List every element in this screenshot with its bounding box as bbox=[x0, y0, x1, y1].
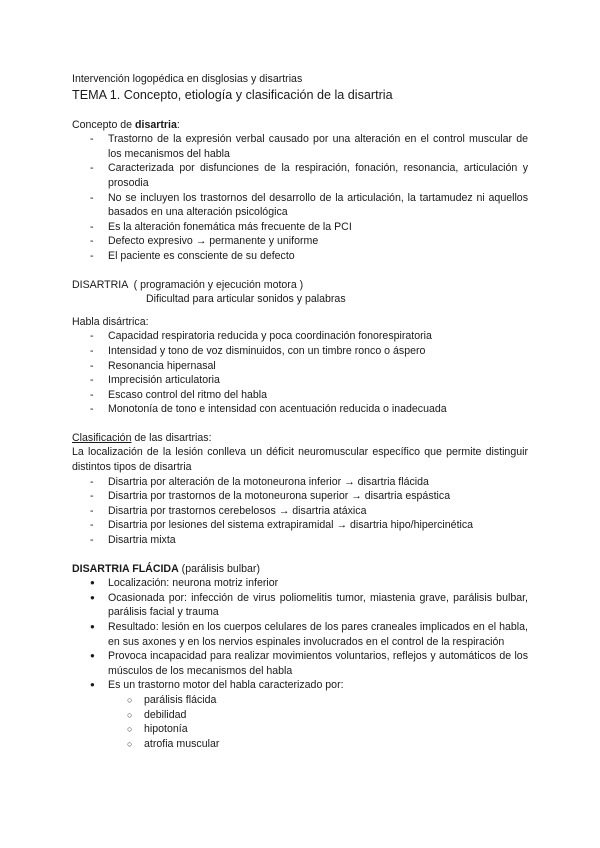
list-item: - Disartria por trastornos cerebelosos → disartria atáxica bbox=[72, 504, 528, 519]
document-subtitle: Intervención logopédica en disglosias y disartrias bbox=[72, 73, 303, 85]
clasificacion-heading bbox=[72, 431, 528, 446]
clasificacion-intro: La localización de la lesión conlleva un déficit neuromuscular específico que permite distinguir distintos tipos de disartria bbox=[72, 446, 528, 474]
concepto-heading bbox=[72, 118, 528, 133]
list-item: - Defecto expresivo → permanente y uniforme bbox=[72, 234, 528, 249]
list-item: - No se incluyen los trastornos del desarrollo de la articulación, la tartamudez ni aquellos basados en una alteración psicológica bbox=[72, 191, 528, 220]
clasificacion-heading-rest: de las disartrias: bbox=[131, 431, 212, 444]
list-item: - Imprecisión articulatoria bbox=[72, 373, 528, 388]
flacida-sublist bbox=[72, 693, 528, 751]
list-item: - Disartria mixta bbox=[72, 533, 528, 548]
flacida-heading-bold: DISARTRIA FLÁCIDA bbox=[72, 562, 179, 575]
sub-list-item: ○ atrofia muscular bbox=[72, 737, 528, 752]
sub-list-item: ○ debilidad bbox=[72, 708, 528, 723]
disartria-definition-line1: DISARTRIA ( programación y ejecución motora ) bbox=[72, 278, 304, 291]
list-item: - Resonancia hipernasal bbox=[72, 359, 528, 374]
list-item: - Disartria por lesiones del sistema extrapiramidal → disartria hipo/hipercinética bbox=[72, 518, 528, 533]
list-item: - Disartria por alteración de la motoneurona inferior → disartria flácida bbox=[72, 475, 528, 490]
list-item: - Disartria por trastornos de la motoneurona superior → disartria espástica bbox=[72, 489, 528, 504]
concepto-list bbox=[72, 132, 528, 263]
list-item: - Intensidad y tono de voz disminuidos, con un timbre ronco o áspero bbox=[72, 344, 528, 359]
list-item: ● Es un trastorno motor del habla caracterizado por: bbox=[72, 678, 528, 693]
document-title: TEMA 1. Concepto, etiología y clasificación de la disartria bbox=[72, 87, 393, 102]
spacer bbox=[72, 417, 528, 431]
flacida-heading bbox=[72, 562, 528, 577]
spacer bbox=[72, 307, 528, 315]
habla-list bbox=[72, 329, 528, 417]
spacer bbox=[72, 264, 528, 278]
list-item: ● Resultado: lesión en los cuerpos celulares de los pares craneales implicados en el habla, en sus axones y en los nervios espinales involucrados en el control de la respiración bbox=[72, 620, 528, 649]
clasificacion-list bbox=[72, 475, 528, 548]
list-item: - Es la alteración fonemática más frecuente de la PCI bbox=[72, 220, 528, 235]
flacida-heading-rest: (parálisis bulbar) bbox=[178, 562, 260, 575]
sub-list-item: ○ parálisis flácida bbox=[72, 693, 528, 708]
list-item: ● Localización: neurona motriz inferior bbox=[72, 576, 528, 591]
document-page bbox=[72, 72, 528, 751]
concepto-heading-colon: : bbox=[176, 118, 180, 131]
list-item: ● Ocasionada por: infección de virus poliomelitis tumor, miastenia grave, parálisis bulbar, parálisis facial y trauma bbox=[72, 591, 528, 620]
concepto-heading-bold: disartria bbox=[135, 118, 177, 131]
list-item: - Trastorno de la expresión verbal causado por una alteración en el control muscular de los mecanismos del habla bbox=[72, 132, 528, 161]
list-item: - Monotonía de tono e intensidad con acentuación reducida o inadecuada bbox=[72, 402, 528, 417]
habla-heading: Habla disártrica: bbox=[72, 315, 149, 328]
list-item: - Caracterizada por disfunciones de la respiración, fonación, resonancia, articulación y prosodia bbox=[72, 161, 528, 190]
list-item: - Escaso control del ritmo del habla bbox=[72, 388, 528, 403]
list-item: ● Provoca incapacidad para realizar movimientos voluntarios, reflejos y automáticos de los músculos de los mecanismos del habla bbox=[72, 649, 528, 678]
list-item: - El paciente es consciente de su defecto bbox=[72, 249, 528, 264]
disartria-definition-line2: Dificultad para articular sonidos y palabras bbox=[146, 293, 346, 306]
flacida-list bbox=[72, 576, 528, 693]
clasificacion-heading-underlined: Clasificación bbox=[72, 431, 132, 444]
sub-list-item: ○ hipotonía bbox=[72, 722, 528, 737]
concepto-heading-lead: Concepto de bbox=[72, 118, 136, 131]
spacer bbox=[72, 548, 528, 562]
list-item: - Capacidad respiratoria reducida y poca coordinación fonorespiratoria bbox=[72, 329, 528, 344]
